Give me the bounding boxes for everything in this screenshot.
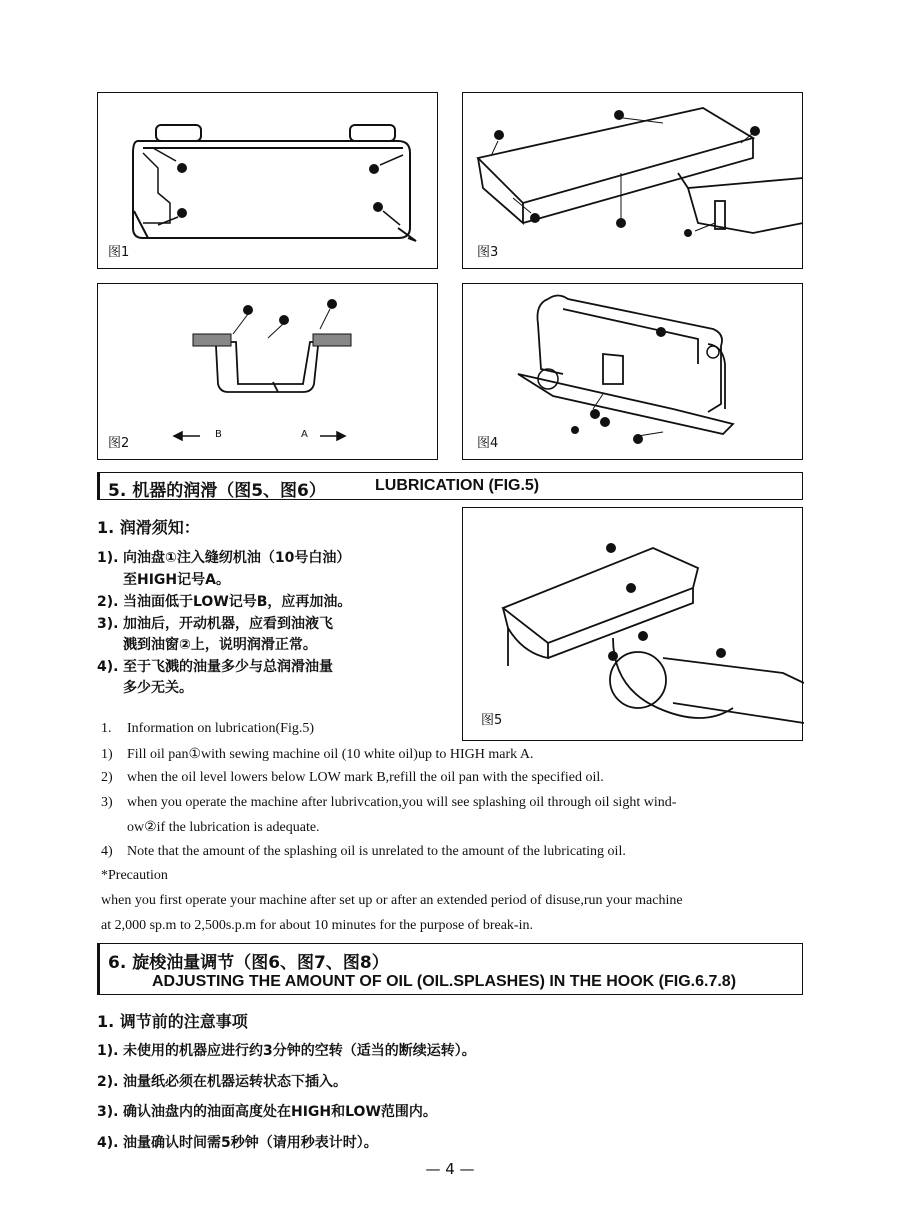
precaution-title: *Precaution <box>101 868 168 883</box>
precaution-line-2: at 2,000 sp.m to 2,500s.p.m for about 10 minutes for the purpose of break-in. <box>101 918 533 933</box>
sewing-machine-illustration <box>463 284 804 461</box>
section-6-item-3: 3). 确认油盘内的油面高度处在HIGH和LOW范围内。 <box>97 1104 437 1120</box>
en-item-4: 4) Note that the amount of the splashing oil is unrelated to the amount of the lubricating oil. <box>101 844 626 859</box>
section-5-title-cn: 5. 机器的润滑（图5、图6） <box>108 481 326 501</box>
section-5-subheading: 1. 润滑须知： <box>97 518 200 537</box>
figure-3-oil-pan-angle <box>462 92 803 269</box>
en-item-info: 1. Information on lubrication(Fig.5) <box>101 721 315 736</box>
oil-pan-lubrication-illustration <box>463 508 804 742</box>
en-item-3: 3) when you operate the machine after lubrivcation,you will see splashing oil through oil sight wind- <box>101 795 677 810</box>
figure-1-label: 图1 <box>108 245 130 260</box>
figure-3-label: 图3 <box>477 245 499 260</box>
en-item-2: 2) when the oil level lowers below LOW mark B,refill the oil pan with the specified oil. <box>101 770 604 785</box>
en-item-1: 1) Fill oil pan①with sewing machine oil (10 white oil)up to HIGH mark A. <box>101 747 534 762</box>
figure-5-label: 图5 <box>481 713 503 728</box>
figure-1-oil-pan-top <box>97 92 438 269</box>
section-6-subheading: 1. 调节前的注意事项 <box>97 1012 248 1031</box>
figure-2-oil-pan-section <box>97 283 438 460</box>
arrow-label-a: A <box>301 429 308 440</box>
oil-pan-section-illustration <box>98 284 439 461</box>
section-6-title-cn: 6. 旋梭油量调节（图6、图7、图8） <box>108 953 389 973</box>
page-number: — 4 — <box>425 1160 475 1178</box>
figure-2-label: 图2 <box>108 436 130 451</box>
figure-4-sewing-machine <box>462 283 803 460</box>
section-5-title-en: LUBRICATION (FIG.5) <box>375 477 540 494</box>
precaution-line-1: when you first operate your machine after set up or after an extended period of disuse,run your machine <box>101 893 683 908</box>
figure-5-oil-pan-lubrication <box>462 507 803 741</box>
section-5-header <box>97 472 803 500</box>
en-item-3-cont: ow②if the lubrication is adequate. <box>127 820 320 835</box>
section-6-item-1: 1). 未使用的机器应进行约3分钟的空转（适当的断续运转）。 <box>97 1043 476 1059</box>
arrow-label-b: B <box>215 429 222 440</box>
oil-pan-top-illustration <box>98 93 439 270</box>
section-6-header <box>97 943 803 995</box>
section-6-item-4: 4). 油量确认时间需5秒钟（请用秒表计时）。 <box>97 1135 378 1151</box>
section-6-item-2: 2). 油量纸必须在机器运转状态下插入。 <box>97 1074 347 1090</box>
section-6-title-en: ADJUSTING THE AMOUNT OF OIL (OIL.SPLASHES) IN THE HOOK (FIG.6.7.8) <box>152 973 737 990</box>
figure-4-label: 图4 <box>477 436 499 451</box>
oil-pan-angle-illustration <box>463 93 804 270</box>
